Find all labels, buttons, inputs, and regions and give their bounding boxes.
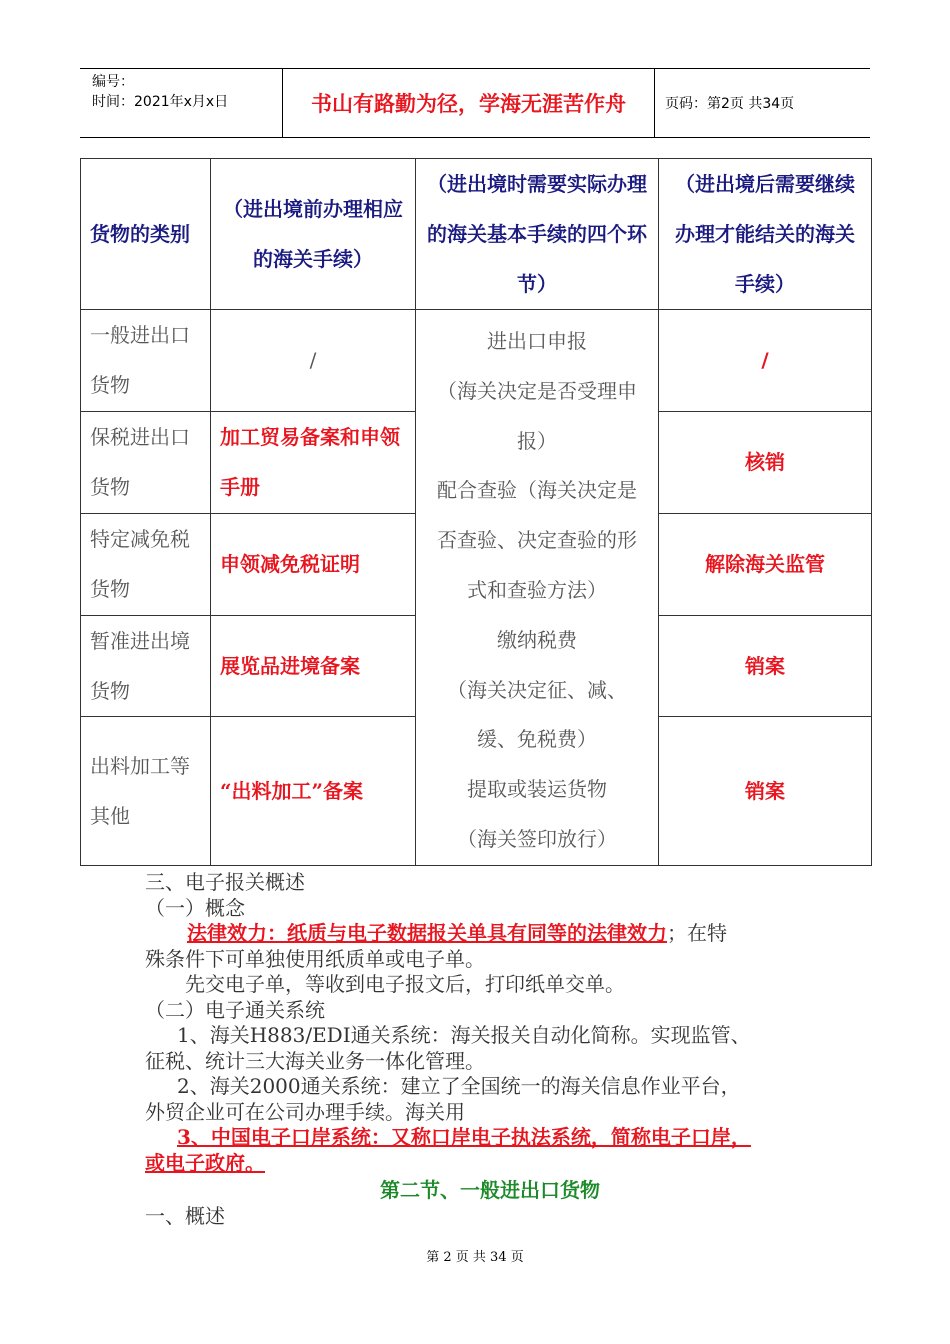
paragraph-line: 1、海关H883/EDI通关系统：海关报关自动化简称。实现监管、	[177, 1023, 751, 1047]
row-category: 保税进出口货物	[81, 411, 211, 513]
row-before: 展览品进境备案	[211, 615, 416, 717]
row-before: /	[211, 310, 416, 412]
paragraph-line: 2、海关2000通关系统：建立了全国统一的海关信息作业平台，	[177, 1074, 741, 1098]
row-before: 申领减免税证明	[211, 513, 416, 615]
paragraph-legal-effect: 法律效力：纸质与电子数据报关单具有同等的法律效力；在特	[187, 921, 727, 945]
page-header	[80, 68, 870, 138]
heading-3: 三、电子报关概述	[145, 870, 305, 894]
header-meta	[80, 69, 283, 137]
eport-highlight: 中国电子口岸系统：又称口岸电子执法系统，简称电子口岸，	[210, 1125, 751, 1149]
row-category: 暂准进出境货物	[81, 615, 211, 717]
header-during: （进出境时需要实际办理的海关基本手续的四个环节）	[416, 159, 659, 310]
paragraph-line: 先交电子单，等收到电子报文后，打印纸单交单。	[185, 972, 625, 996]
during-line: 提取或装运货物	[467, 777, 607, 802]
row-before: “出料加工”备案	[211, 717, 416, 865]
during-procedures	[416, 310, 659, 866]
during-line: （海关决定征、减、	[447, 677, 627, 702]
during-line: 进出口申报	[487, 329, 587, 353]
row-category: 出料加工等其他	[81, 717, 211, 865]
during-line: 报）	[517, 428, 557, 453]
header-motto: 书山有路勤为径，学海无涯苦作舟	[283, 69, 655, 137]
heading-overview: 一、概述	[145, 1203, 225, 1228]
subheading-systems: （二）电子通关系统	[145, 997, 325, 1022]
legal-effect-highlight: 法律效力：纸质与电子数据报关单具有同等的法律效力	[187, 921, 667, 945]
page-footer: 第 2 页 共 34 页	[426, 1250, 524, 1265]
paragraph-line: 或电子政府。	[145, 1150, 265, 1175]
row-after: /	[659, 310, 872, 412]
during-line: 式和查验方法）	[467, 577, 607, 602]
during-line: （海关决定是否受理申	[437, 378, 637, 403]
paragraph-line: 外贸企业可在公司办理手续。海关用	[145, 1099, 465, 1124]
paragraph-line: 征税、统计三大海关业务一体化管理。	[145, 1048, 485, 1073]
section-title: 第二节、一般进出口货物	[380, 1178, 600, 1202]
table-row	[81, 310, 872, 412]
during-line: 配合查验（海关决定是	[437, 478, 637, 503]
row-after: 核销	[659, 411, 872, 513]
table-header-row	[81, 159, 872, 310]
row-category: 特定减免税货物	[81, 513, 211, 615]
during-line: 缴纳税费	[497, 627, 577, 652]
body-text	[145, 870, 835, 1229]
paragraph-eport: 3、中国电子口岸系统：又称口岸电子执法系统，简称电子口岸，	[177, 1125, 751, 1149]
number-label: 编号：	[92, 74, 134, 90]
subheading-concept: （一）概念	[145, 895, 245, 920]
during-line: 否查验、决定查验的形	[437, 528, 637, 553]
header-after: （进出境后需要继续办理才能结关的海关手续）	[659, 159, 872, 310]
time-label: 时间：2021年x月x日	[92, 94, 229, 110]
during-line: （海关签印放行）	[457, 826, 617, 851]
row-after: 销案	[659, 615, 872, 717]
row-category: 一般进出口货物	[81, 310, 211, 412]
during-line: 缓、免税费）	[477, 727, 597, 752]
row-after: 销案	[659, 717, 872, 865]
header-category: 货物的类别	[81, 159, 211, 310]
header-before: （进出境前办理相应的海关手续）	[211, 159, 416, 310]
row-before: 加工贸易备案和申领手册	[211, 411, 416, 513]
row-after: 解除海关监管	[659, 513, 872, 615]
customs-procedure-table	[80, 158, 872, 866]
paragraph-line: 殊条件下可单独使用纸质单或电子单。	[145, 946, 485, 971]
header-page-info: 页码：第2页 共34页	[665, 96, 795, 112]
